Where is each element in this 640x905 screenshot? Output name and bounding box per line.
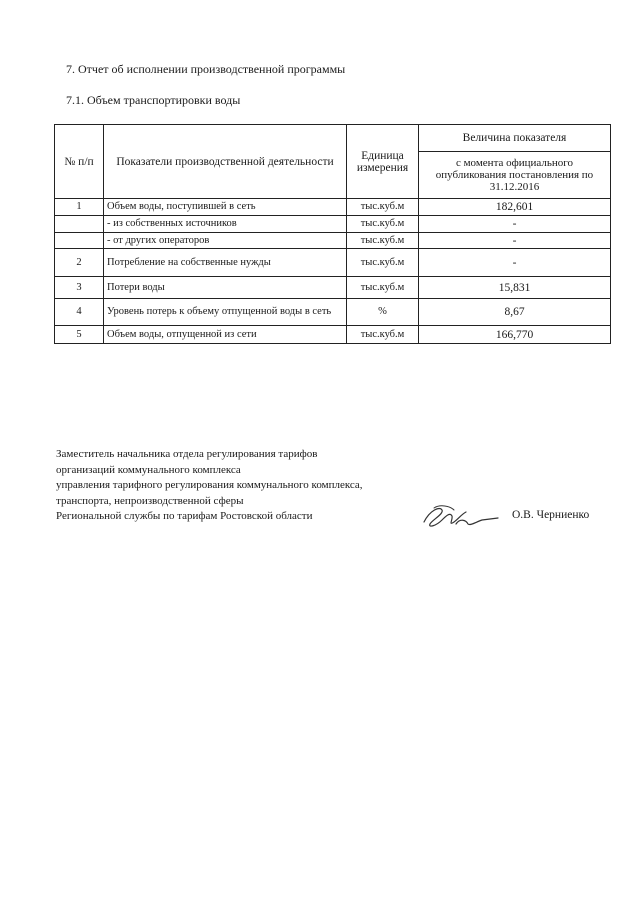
subsection-heading: 7.1. Объем транспортировки воды (66, 93, 241, 107)
col-header-indicator: Показатели производственной деятельности (104, 125, 347, 199)
row-number: 5 (55, 326, 104, 344)
row-indicator: Потери воды (104, 277, 347, 299)
row-value: - (419, 233, 611, 249)
row-number (55, 233, 104, 249)
handwritten-signature (420, 500, 500, 532)
row-value: - (419, 216, 611, 233)
signatory-title (56, 447, 363, 525)
signatory-title-line: Региональной службы по тарифам Ростовской области (56, 510, 313, 522)
signatory-title-line: транспорта, непроизводственной сферы (56, 494, 244, 507)
row-unit: тыс.куб.м (347, 199, 419, 216)
col-header-value-period: с момента официального опубликования постановления по 31.12.2016 (419, 152, 611, 199)
row-indicator: - от других операторов (104, 233, 347, 249)
table-row (55, 199, 611, 216)
section-heading: 7. Отчет об исполнении производственной программы (66, 62, 346, 76)
row-number: 1 (55, 199, 104, 216)
row-number: 4 (55, 299, 104, 326)
row-number: 3 (55, 277, 104, 299)
row-value: 15,831 (419, 277, 611, 299)
col-header-unit: Единица измерения (347, 125, 419, 199)
row-indicator: - из собственных источников (104, 216, 347, 233)
signatory-title-line: организаций коммунального комплекса (56, 463, 241, 476)
row-unit: % (347, 299, 419, 326)
row-indicator: Потребление на собственные нужды (104, 249, 347, 277)
table-row (55, 249, 611, 277)
signatory-name: О.В. Черниенко (512, 509, 590, 521)
row-indicator: Объем воды, поступившей в сеть (104, 199, 347, 216)
water-transport-table (54, 124, 611, 344)
col-header-number: № п/п (55, 125, 104, 199)
table-row (55, 233, 611, 249)
row-indicator: Уровень потерь к объему отпущенной воды в сеть (104, 299, 347, 326)
row-number: 2 (55, 249, 104, 277)
table-row (55, 216, 611, 233)
row-number (55, 216, 104, 233)
table-row (55, 326, 611, 344)
table-row (55, 299, 611, 326)
row-unit: тыс.куб.м (347, 216, 419, 233)
table-row (55, 277, 611, 299)
row-value: 8,67 (419, 299, 611, 326)
signatory-title-line: Заместитель начальника отдела регулирования тарифов (56, 448, 318, 460)
row-value: - (419, 249, 611, 277)
row-unit: тыс.куб.м (347, 326, 419, 344)
col-header-value-group: Величина показателя (419, 125, 611, 152)
row-unit: тыс.куб.м (347, 249, 419, 277)
row-value: 166,770 (419, 326, 611, 344)
row-unit: тыс.куб.м (347, 277, 419, 299)
row-unit: тыс.куб.м (347, 233, 419, 249)
row-value: 182,601 (419, 199, 611, 216)
row-indicator: Объем воды, отпущенной из сети (104, 326, 347, 344)
signatory-title-line: управления тарифного регулирования коммунального комплекса, (56, 479, 363, 491)
